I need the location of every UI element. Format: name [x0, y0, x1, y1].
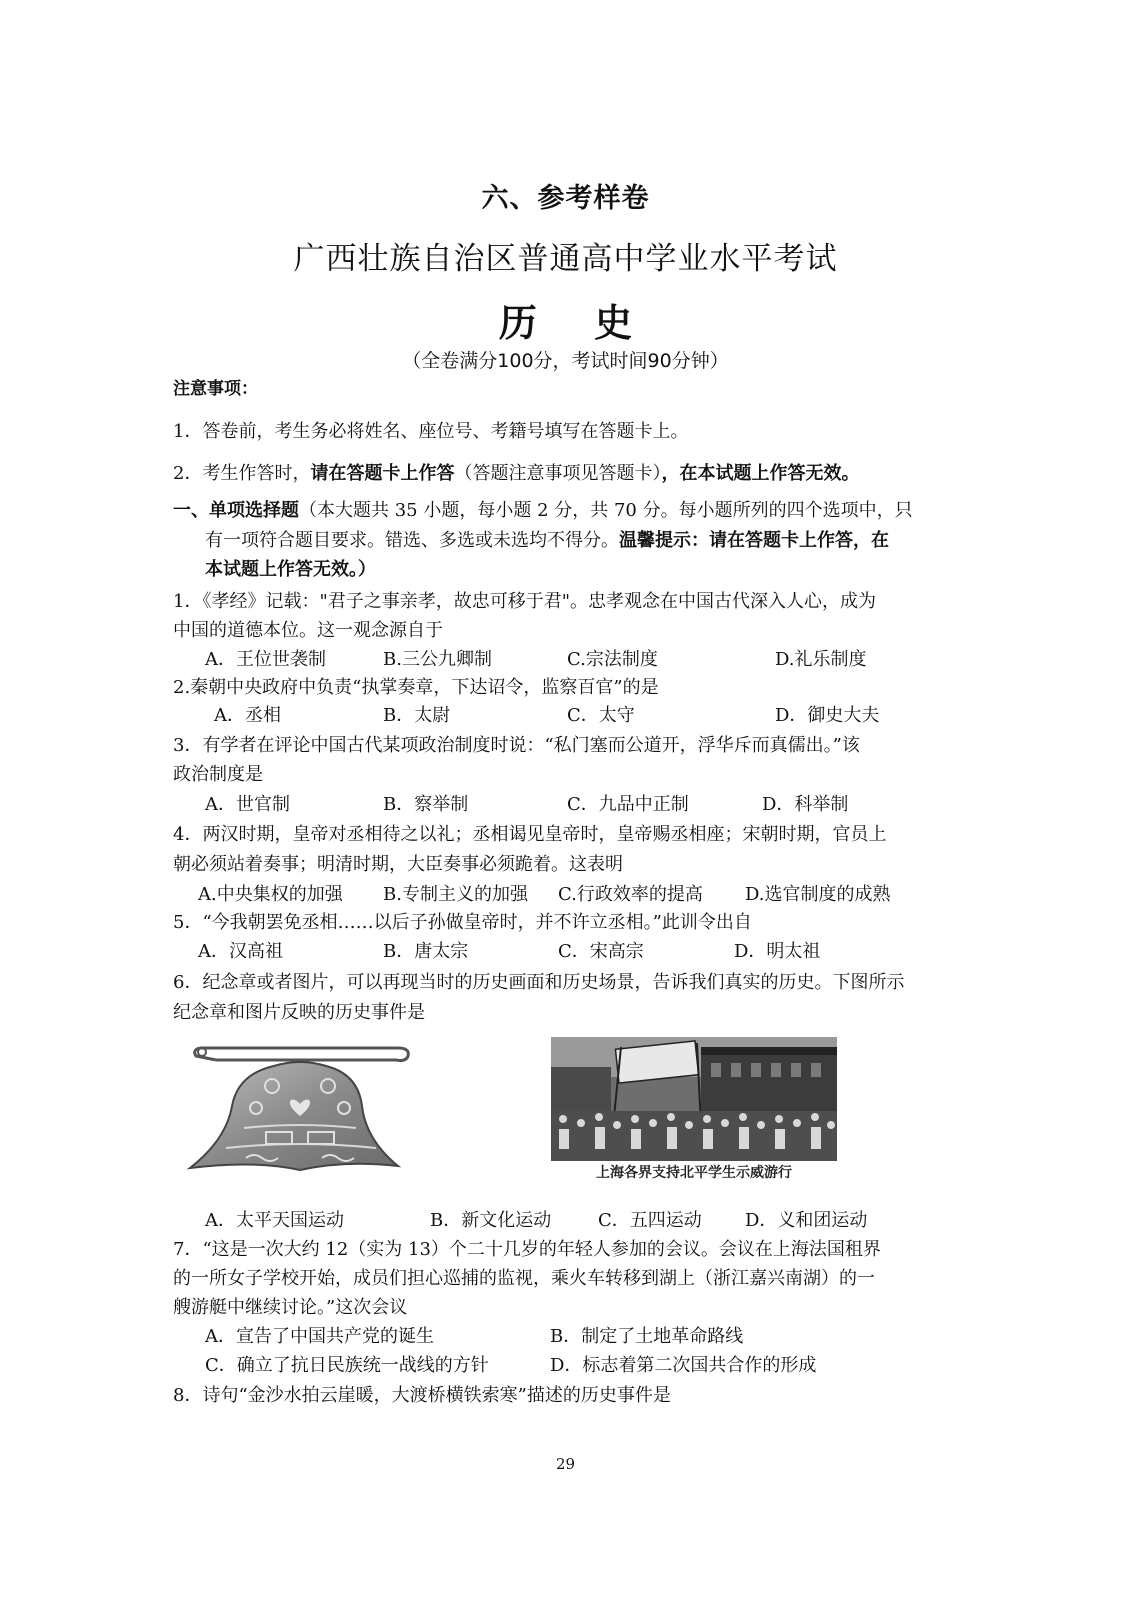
q6-option-d: D．义和团运动: [745, 1210, 868, 1231]
q3-stem-line-2: 政治制度是: [173, 764, 263, 785]
notice-item-2-prefix: 2．考生作答时，: [173, 463, 311, 484]
q6-option-b: B．新文化运动: [430, 1210, 552, 1231]
q4-option-b: B.专制主义的加强: [383, 884, 528, 905]
q7-option-c: C．确立了抗日民族统一战线的方针: [205, 1355, 489, 1376]
notice-heading: 注意事项：: [173, 379, 258, 399]
q3-option-a: A．世官制: [205, 794, 290, 815]
q6-option-c: C．五四运动: [598, 1210, 702, 1231]
q3-stem-line-1: 3．有学者在评论中国古代某项政治制度时说：“私门塞而公道开，浮华斥而真儒出。”该: [173, 735, 860, 756]
q2-option-a: A．丞相: [214, 705, 281, 726]
q7-stem-line-1: 7．“这是一次大约 12（实为 13）个二十几岁的年轻人参加的会议。会议在上海法国租界: [173, 1239, 881, 1260]
q5-option-b: B．唐太宗: [383, 941, 469, 962]
q1-option-c: C.宗法制度: [567, 649, 658, 670]
notice-item-2-mid: （答题注意事项见答题卡）: [454, 463, 662, 484]
notice-item-2-bold-2: ，在本试题上作答无效。: [661, 463, 860, 484]
notice-item-2: [173, 462, 859, 486]
q5-option-c: C．宋高宗: [558, 941, 644, 962]
q4-option-d: D.选官制度的成熟: [745, 884, 891, 905]
q7-stem-line-3: 艘游艇中继续讨论。”这次会议: [173, 1297, 408, 1318]
q2-option-d: D．御史大夫: [775, 705, 880, 726]
q8-stem-line-1: 8．诗句“金沙水拍云崖暖，大渡桥横铁索寒”描述的历史事件是: [173, 1385, 671, 1406]
q6-stem-line-2: 纪念章和图片反映的历史事件是: [173, 1002, 425, 1023]
q7-stem-line-2: 的一所女子学校开始，成员们担心巡捕的监视，乘火车转移到湖上（浙江嘉兴南湖）的一: [173, 1268, 875, 1289]
q2-option-b: B．太尉: [383, 705, 451, 726]
q1-stem-line-2: 中国的道德本位。这一观念源自于: [173, 620, 443, 641]
part1-line-2-a: 有一项符合题目要求。错选、多选或未选均不得分。: [205, 530, 619, 551]
part1-line-1-rest: （本大题共 35 小题，每小题 2 分，共 70 分。每小题所列的四个选项中，只: [299, 500, 913, 521]
photo-caption: 上海各界支持北平学生示威游行: [551, 1161, 837, 1185]
q7-option-a: A．宣告了中国共产党的诞生: [205, 1326, 434, 1347]
notice-item-1: 1．答卷前，考生务必将姓名、座位号、考籍号填写在答题卡上。: [173, 421, 689, 442]
q4-option-c: C.行政效率的提高: [558, 884, 703, 905]
q2-stem-line-1: 2.秦朝中央政府中负责“执掌奏章，下达诏令，监察百官”的是: [173, 677, 659, 698]
part1-line-2-b: 温馨提示：请在答题卡上作答，在: [619, 530, 889, 551]
demonstration-photo: [551, 1037, 837, 1185]
section-title: 六、参考样卷: [481, 183, 650, 214]
q3-option-b: B．察举制: [383, 794, 469, 815]
q5-stem-line-1: 5．“今我朝罢免丞相……以后子孙做皇帝时，并不许立丞相。”此训令出自: [173, 912, 752, 933]
q4-option-a: A.中央集权的加强: [198, 884, 343, 905]
page-number: 29: [555, 1455, 576, 1473]
q3-option-c: C．九品中正制: [567, 794, 689, 815]
part1-line-3: 本试题上作答无效。）: [205, 559, 376, 580]
q7-option-d: D．标志着第二次国共合作的形成: [550, 1355, 817, 1376]
q6-stem-line-1: 6．纪念章或者图片，可以再现当时的历史画面和历史场景，告诉我们真实的历史。下图所示: [173, 972, 905, 993]
demonstration-photo-drawing: [551, 1037, 837, 1161]
medal-drawing: [186, 1036, 414, 1176]
q3-option-d: D．科举制: [762, 794, 849, 815]
q1-stem-line-1: 1．《孝经》记载："君子之事亲孝，故忠可移于君"。忠孝观念在中国古代深入人心，成为: [173, 591, 877, 612]
exam-title: 广西壮族自治区普通高中学业水平考试: [293, 241, 838, 277]
part1-heading: 一、单项选择题: [173, 500, 299, 521]
q5-option-d: D．明太祖: [734, 941, 821, 962]
score-note: （全卷满分100分，考试时间90分钟）: [402, 350, 729, 372]
q6-option-a: A．太平天国运动: [205, 1210, 344, 1231]
q4-stem-line-2: 朝必须站着奏事；明清时期，大臣奏事必须跪着。这表明: [173, 854, 623, 875]
q1-option-a: A．王位世袭制: [205, 649, 326, 670]
subject-title: 历 史: [498, 301, 655, 345]
q5-option-a: A．汉高祖: [198, 941, 283, 962]
q4-stem-line-1: 4．两汉时期，皇帝对丞相待之以礼；丞相谒见皇帝时，皇帝赐丞相座；宋朝时期，官员上: [173, 824, 887, 845]
q7-option-b: B．制定了土地革命路线: [550, 1326, 744, 1347]
q1-option-d: D.礼乐制度: [775, 649, 867, 670]
q1-option-b: B.三公九卿制: [383, 649, 492, 670]
q2-option-c: C．太守: [567, 705, 635, 726]
notice-item-2-bold-1: 请在答题卡上作答: [310, 463, 455, 484]
part1-line-2: [205, 529, 889, 553]
commemorative-medal-image: [186, 1036, 414, 1176]
part1-line-1: [173, 499, 913, 523]
